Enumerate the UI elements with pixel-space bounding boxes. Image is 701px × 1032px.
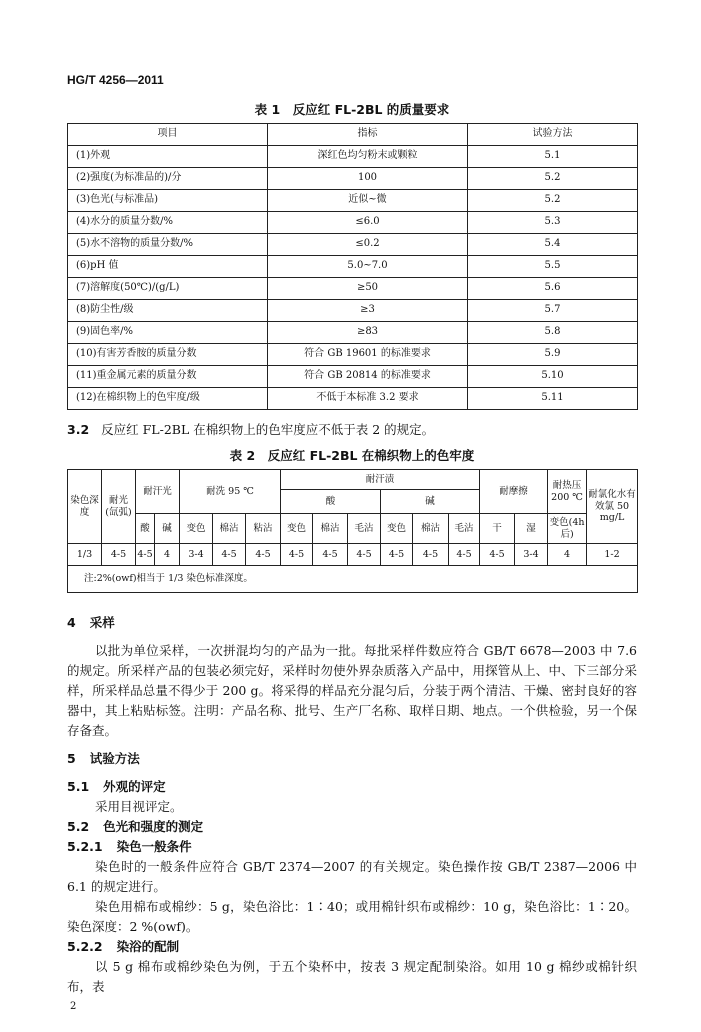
table-note: 注:2%(owf)相当于 1/3 染色标准深度。 [68,566,638,593]
item-cell: (8)防尘性/级 [68,300,268,322]
section-5-2-heading [67,817,637,837]
value-cell: 4 [548,544,587,566]
section-number: 5 [67,751,76,766]
page-number: 2 [70,1001,77,1012]
section-text: 反应红 FL-2BL 在棉织物上的色牢度应不低于表 2 的规定。 [101,422,435,437]
subheader-cell: 酸 [136,514,155,544]
section-5-1-text: 采用目视评定。 [95,799,183,814]
test-method-cell: 5.6 [468,278,638,300]
column-header: 指标 [268,124,468,146]
table-row [68,168,638,190]
subheader-cell: 变色 [281,514,313,544]
section-number: 5.1 [67,779,90,794]
header-acid: 酸 [281,490,381,514]
subheader-cell: 湿 [515,514,548,544]
section-title: 外观的评定 [103,779,166,794]
subheader-cell: 干 [480,514,515,544]
subheader-cell: 变色 [180,514,213,544]
requirement-cell: ≥50 [268,278,468,300]
header-dye-depth: 染色深度 [68,470,102,544]
header-perspiration: 耐汗渍 [281,470,480,490]
value-cell: 4-5 [246,544,281,566]
item-cell: (11)重金属元素的质量分数 [68,366,268,388]
section-5-2-2-heading [67,937,637,957]
value-cell: 4-5 [313,544,348,566]
value-cell: 4-5 [213,544,246,566]
value-cell: 4-5 [381,544,413,566]
section-5-2-1-heading [67,837,637,857]
subheader-cell: 变色 [381,514,413,544]
table-header-row [68,124,638,146]
requirement-cell: 深红色均匀粉末或颗粒 [268,146,468,168]
requirement-cell: 符合 GB 19601 的标准要求 [268,344,468,366]
table-row [68,300,638,322]
test-method-cell: 5.4 [468,234,638,256]
requirement-cell: 5.0~7.0 [268,256,468,278]
test-method-cell: 5.2 [468,168,638,190]
section-title: 试验方法 [89,751,140,766]
section-3-2 [67,420,637,440]
section-4-text: 以批为单位采样，一次拼混均匀的产品为一批。每批采样件数应符合 GB/T 6678—2003 中 7.6 的规定。所采样产品的包装必须完好，采样时勿使外界杂质落入产品中，用探管从上、中、下三部分采样，所采样品总量不得少于 200 g。将采得的样品充分混匀后，分装于两个清洁、干燥、密封良好的容器中，其上粘贴标签。注明：产品名称、批号、生产厂名称、取样日期、地点。一个供检验，另一个保存备查。 [67,643,637,738]
section-5-heading [67,749,637,769]
subheader-cell: 碱 [155,514,180,544]
section-title: 染浴的配制 [116,939,180,954]
table-row [68,234,638,256]
test-method-cell: 5.3 [468,212,638,234]
section-5-2-1-text2: 染色用棉布或棉纱：5 g，染色浴比：1∶40；或用棉针织布或棉纱：10 g，染色浴比：1∶20。染色深度：2 %(owf)。 [67,899,637,934]
section-number: 5.2 [67,819,90,834]
item-cell: (6)pH 值 [68,256,268,278]
test-method-cell: 5.2 [468,190,638,212]
value-cell: 4 [155,544,180,566]
value-cell: 4-5 [449,544,480,566]
header-alkali: 碱 [381,490,480,514]
column-header: 试验方法 [468,124,638,146]
subheader-cell: 棉沾 [213,514,246,544]
header-chlorinated-water: 耐氯化水有效氯 50 mg/L [587,470,638,544]
item-cell: (5)水不溶物的质量分数/% [68,234,268,256]
table-row [68,190,638,212]
value-cell: 3-4 [515,544,548,566]
subheader-cell: 粘沾 [246,514,281,544]
requirement-cell: 100 [268,168,468,190]
item-cell: (7)溶解度(50℃)/(g/L) [68,278,268,300]
subheader-cell: 毛沾 [449,514,480,544]
test-method-cell: 5.7 [468,300,638,322]
item-cell: (9)固色率/% [68,322,268,344]
table2-caption: 表 2 反应红 FL-2BL 在棉织物上的色牢度 [229,448,475,463]
requirement-cell: 符合 GB 20814 的标准要求 [268,366,468,388]
requirement-cell: 不低于本标准 3.2 要求 [268,388,468,410]
table-row [68,544,638,566]
requirement-cell: ≥83 [268,322,468,344]
section-4-heading [67,613,637,633]
value-cell: 4-5 [102,544,136,566]
test-method-cell: 5.8 [468,322,638,344]
header-light-fastness: 耐光(氙弧) [102,470,136,544]
section-number: 5.2.2 [67,939,103,954]
subheader-cell: 棉沾 [313,514,348,544]
item-cell: (12)在棉织物上的色牢度/级 [68,388,268,410]
test-method-cell: 5.1 [468,146,638,168]
test-method-cell: 5.11 [468,388,638,410]
section-title: 色光和强度的测定 [103,819,204,834]
value-cell: 4-5 [480,544,515,566]
header-rubbing: 耐摩擦 [480,470,548,514]
value-cell: 3-4 [180,544,213,566]
table-row [68,278,638,300]
value-cell: 4-5 [413,544,449,566]
subheader-cell: 变色(4h后) [548,514,587,544]
value-cell: 4-5 [136,544,155,566]
table1-caption: 表 1 反应红 FL-2BL 的质量要求 [254,102,450,117]
test-method-cell: 5.10 [468,366,638,388]
table-row [68,256,638,278]
header-perspiration-light: 耐汗光 [136,470,180,514]
item-cell: (4)水分的质量分数/% [68,212,268,234]
table-row [68,366,638,388]
header-hot-press: 耐热压 200 ℃ [548,470,587,514]
requirement-cell: ≥3 [268,300,468,322]
section-number: 3.2 [67,422,90,437]
item-cell: (2)强度(为标准品的)/分 [68,168,268,190]
section-number: 4 [67,615,76,630]
document-number: HG/T 4256—2011 [67,73,164,87]
section-title: 采样 [89,615,115,630]
requirement-cell: 近似~微 [268,190,468,212]
quality-requirements-table [67,123,638,410]
table-row [68,388,638,410]
section-5-1-heading [67,777,637,797]
value-cell: 1-2 [587,544,638,566]
value-cell: 4-5 [348,544,381,566]
test-method-cell: 5.9 [468,344,638,366]
requirement-cell: ≤0.2 [268,234,468,256]
column-header: 项目 [68,124,268,146]
section-number: 5.2.1 [67,839,103,854]
table-row [68,146,638,168]
section-5-2-2-text: 以 5 g 棉布或棉纱染色为例，于五个染杯中，按表 3 规定配制染浴。如用 10 g 棉纱或棉针织布，表 [67,959,637,994]
subheader-cell: 毛沾 [348,514,381,544]
value-cell: 4-5 [281,544,313,566]
item-cell: (3)色光(与标准品) [68,190,268,212]
subheader-cell: 棉沾 [413,514,449,544]
test-method-cell: 5.5 [468,256,638,278]
table-row [68,212,638,234]
section-5-2-1-text1: 染色时的一般条件应符合 GB/T 2374—2007 的有关规定。染色操作按 GB/T 2387—2006 中 6.1 的规定进行。 [67,859,637,894]
item-cell: (1)外观 [68,146,268,168]
requirement-cell: ≤6.0 [268,212,468,234]
table-row [68,344,638,366]
section-title: 染色一般条件 [116,839,192,854]
value-cell: 1/3 [68,544,102,566]
color-fastness-table [67,469,638,593]
header-washing: 耐洗 95 ℃ [180,470,281,514]
table-row [68,322,638,344]
item-cell: (10)有害芳香胺的质量分数 [68,344,268,366]
